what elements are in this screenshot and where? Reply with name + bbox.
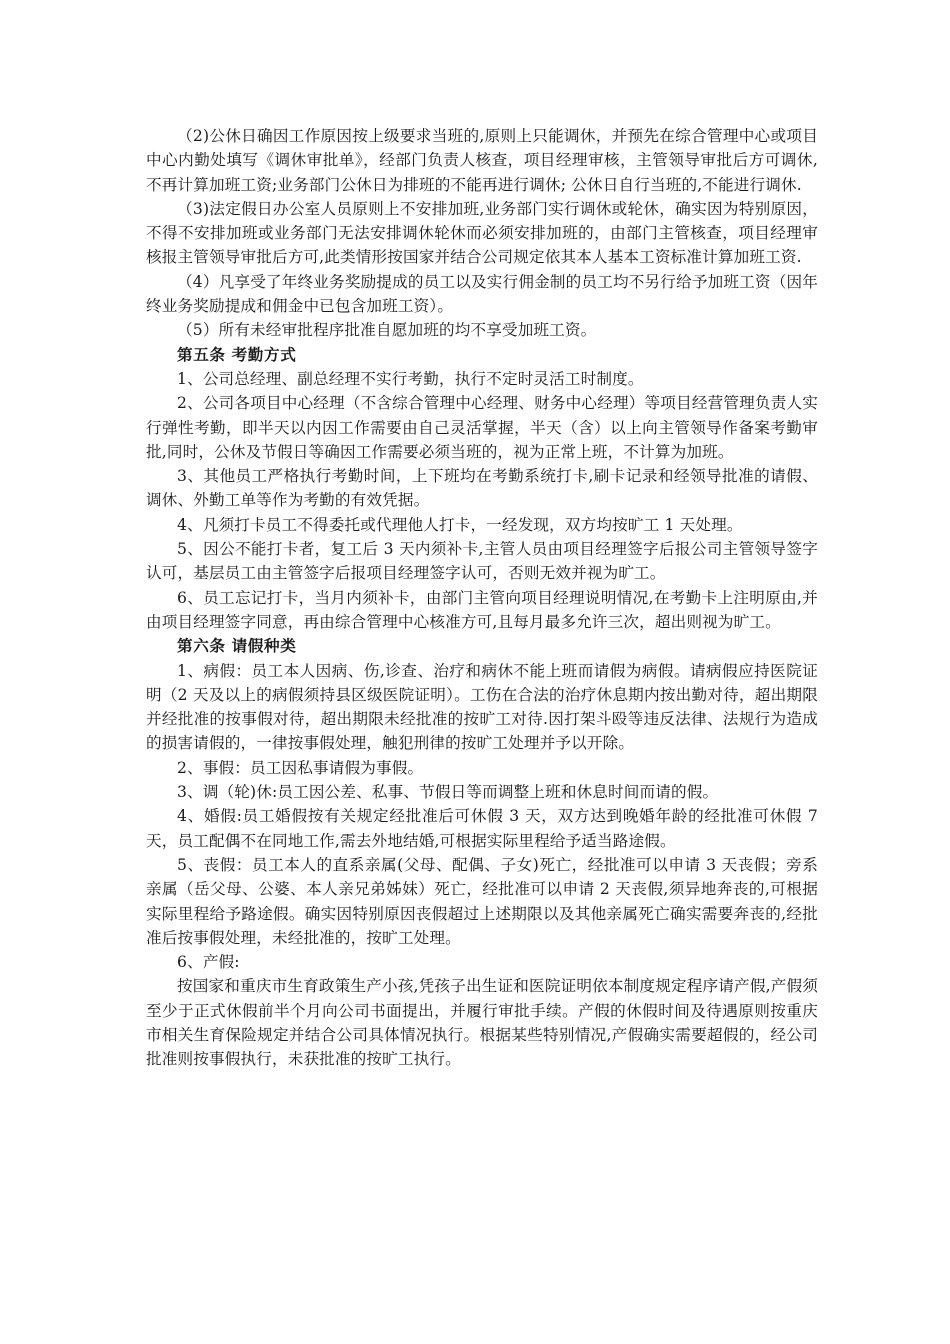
clause-paragraph: 5、丧假：员工本人的直系亲属(父母、配偶、子女)死亡，经批准可以申请 3 天丧假；旁系亲属（岳父母、公婆、本人亲兄弟姊妹）死亡，经批准可以申请 2 天丧假,须异地奔丧的,可根据实际里程给予路途假。确实因特别原因丧假超过上述期限以及其他亲属死亡确实需要奔丧的,经批准后按事假处理，未经批准的，按旷工处理。 — [146, 855, 818, 947]
clause-paragraph: （5）所有未经审批程序批准自愿加班的均不享受加班工资。 — [177, 321, 597, 340]
clause-paragraph: 5、因公不能打卡者，复工后 3 天内须补卡,主管人员由项目经理签字后报公司主管领导签字认可，基层员工由主管签字后报项目经理签字认可，否则无效并视为旷工。 — [146, 540, 818, 583]
clause-paragraph: 4、婚假:员工婚假按有关规定经批准后可休假 3 天，双方达到晚婚年龄的经批准可休假 7 天，员工配偶不在同地工作,需去外地结婚,可根据实际里程给予适当路途假。 — [146, 807, 818, 850]
clause-paragraph: （2)公休日确因工作原因按上级要求当班的,原则上只能调休，并预先在综合管理中心或项目中心内勤处填写《调休审批单》，经部门负责人核查，项目经理审核，主管领导审批后方可调休,不再计算加班工资;业务部门公休日为排班的不能再进行调休; 公休日自行当班的,不能进行调休. — [146, 127, 818, 194]
clause-paragraph: 6、员工忘记打卡，当月内须补卡，由部门主管向项目经理说明情况,在考勤卡上注明原由,并由项目经理签字同意，再由综合管理中心核准方可,且每月最多允许三次，超出则视为旷工。 — [146, 588, 818, 631]
clause-paragraph: （4）凡享受了年终业务奖励提成的员工以及实行佣金制的员工均不另行给予加班工资（因年终业务奖励提成和佣金中已包含加班工资）。 — [146, 272, 818, 316]
clause-paragraph: 3、其他员工严格执行考勤时间，上下班均在考勤系统打卡,刷卡记录和经领导批准的请假、调休、外勤工单等作为考勤的有效凭据。 — [146, 467, 818, 510]
article-heading: 第六条 请假种类 — [177, 636, 297, 656]
clause-paragraph: 4、凡须打卡员工不得委托或代理他人打卡，一经发现，双方均按旷工 1 天处理。 — [177, 515, 743, 534]
clause-paragraph: （3)法定假日办公室人员原则上不安排加班,业务部门实行调休或轮休，确实因为特别原因，不得不安排加班或业务部门无法安排调休轮休而必须安排加班的，由部门主管核查，项目经理审核报主管领导审批后方可,此类情形按国家并结合公司规定依其本人基本工资标准计算加班工资. — [146, 199, 818, 267]
clause-paragraph: 1、病假：员工本人因病、伤,诊查、治疗和病休不能上班而请假为病假。请病假应持医院证明（2 天及以上的病假须持县区级医院证明）。工伤在合法的治疗休息期内按出勤对待，超出期限并经批准的按事假对待，超出期限未经批准的按旷工对待.因打架斗殴等违反法律、法规行为造成的损害请假的，一律按事假处理，触犯刑律的按旷工处理并予以开除。 — [146, 661, 818, 753]
clause-paragraph: 3、调（轮)休:员工因公差、私事、节假日等而调整上班和休息时间而请的假。 — [177, 783, 719, 802]
clause-paragraph: 2、公司各项目中心经理（不含综合管理中心经理、财务中心经理）等项目经营管理负责人实行弹性考勤，即半天以内因工作需要由自己灵活掌握，半天（含）以上向主管领导作备案考勤审批,同时，公休及节假日等确因工作需要必须当班的，视为正常上班，不计算为加班。 — [146, 394, 818, 461]
clause-paragraph: 2、事假：员工因私事请假为事假。 — [177, 758, 424, 777]
clause-paragraph: 1、公司总经理、副总经理不实行考勤，执行不定时灵活工时制度。 — [177, 369, 644, 388]
clause-paragraph: 按国家和重庆市生育政策生产小孩,凭孩子出生证和医院证明依本制度规定程序请产假,产假须至少于正式休假前半个月向公司书面提出，并履行审批手续。产假的休假时间及待遇原则按重庆市相关生育保险规定并结合公司具体情况执行。根据某些特别情况,产假确实需要超假的，经公司批准则按事假执行，未获批准的按旷工执行。 — [146, 977, 818, 1069]
article-heading: 第五条 考勤方式 — [177, 344, 297, 364]
document-body — [146, 124, 818, 1072]
clause-paragraph: 6、产假: — [177, 953, 240, 972]
